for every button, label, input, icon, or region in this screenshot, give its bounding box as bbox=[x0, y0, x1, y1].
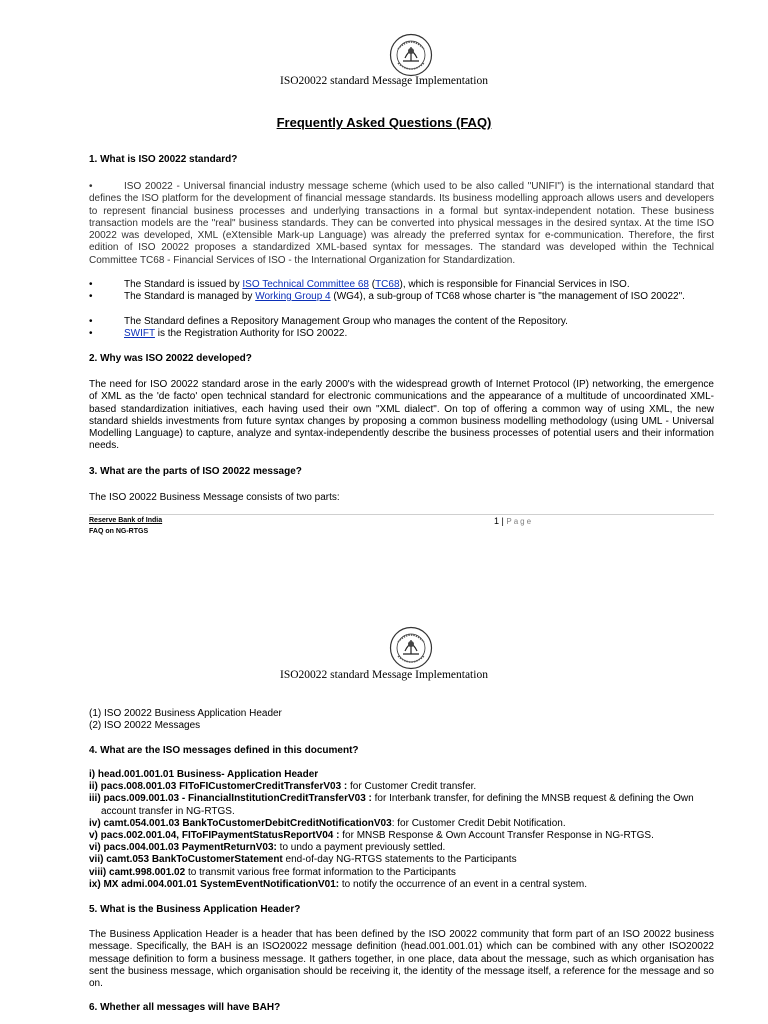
bullet-icon: • bbox=[89, 279, 93, 290]
bullet-icon: • bbox=[89, 181, 93, 192]
message-desc: for Customer Credit transfer. bbox=[347, 781, 477, 793]
message-item bbox=[89, 781, 714, 793]
message-id: i) head.001.001.01 Business- Application Header bbox=[89, 769, 319, 780]
message-item bbox=[89, 830, 714, 842]
footer-doc: FAQ on NG-RTGS bbox=[89, 528, 149, 535]
question-6: 6. Whether all messages will have BAH? bbox=[89, 1002, 281, 1013]
message-id: v) pacs.002.001.04, FIToFIPaymentStatusReportV04 : bbox=[89, 830, 340, 842]
footer-divider bbox=[89, 514, 714, 515]
message-parts-list bbox=[89, 708, 714, 733]
message-desc: for MNSB Response & Own Account Transfer Response in NG-RTGS. bbox=[339, 830, 654, 842]
message-item bbox=[89, 818, 714, 830]
bullet-icon: • bbox=[89, 328, 93, 339]
question-1: 1. What is ISO 20022 standard? bbox=[89, 154, 238, 165]
iso-tc68-link[interactable]: ISO Technical Committee 68 bbox=[242, 279, 369, 290]
q1-bullet-5 bbox=[89, 328, 714, 340]
message-item bbox=[89, 879, 714, 891]
message-item bbox=[89, 769, 714, 781]
q1-bullet-2-rest: ), which is responsible for Financial Services in ISO. bbox=[399, 279, 630, 290]
message-id: viii) camt.998.001.02 bbox=[89, 866, 186, 878]
q1-bullet-3 bbox=[89, 291, 714, 303]
q1-bullet-1 bbox=[89, 181, 714, 267]
q1-bullet-2 bbox=[89, 279, 714, 291]
working-group-4-link[interactable]: Working Group 4 bbox=[255, 291, 331, 302]
message-item bbox=[89, 854, 714, 866]
page-word: Page bbox=[506, 517, 534, 526]
message-id: iii) pacs.009.001.03 - FinancialInstitutionCreditTransferV03 : bbox=[89, 793, 372, 805]
message-desc: to undo a payment previously settled. bbox=[276, 842, 446, 854]
message-id: vii) camt.053 BankToCustomerStatement bbox=[89, 854, 283, 866]
page-header-title: ISO20022 standard Message Implementation bbox=[280, 75, 488, 87]
q1-bullet-2-sep: ( bbox=[368, 279, 376, 290]
q1-bullet-5-text: is the Registration Authority for ISO 20022. bbox=[154, 328, 348, 339]
q1-bullet-3-text: The Standard is managed by bbox=[124, 291, 256, 302]
message-item bbox=[89, 842, 714, 854]
question-3: 3. What are the parts of ISO 20022 message? bbox=[89, 466, 302, 477]
message-item bbox=[89, 867, 714, 879]
page-header-title-2: ISO20022 standard Message Implementation bbox=[280, 669, 488, 681]
rbi-seal-icon bbox=[389, 33, 433, 77]
message-list bbox=[89, 769, 714, 891]
q1-bullet-4 bbox=[89, 316, 714, 328]
page-number bbox=[494, 516, 533, 526]
message-desc: end-of-day NG-RTGS statements to the Participants bbox=[282, 854, 517, 866]
message-id: ii) pacs.008.001.03 FIToFICustomerCreditTransferV03 : bbox=[89, 781, 348, 793]
message-id: iv) camt.054.001.03 BankToCustomerDebitCreditNotificationV03 bbox=[89, 817, 392, 829]
faq-title: Frequently Asked Questions (FAQ) bbox=[276, 115, 492, 130]
page-number-value: 1 bbox=[494, 516, 500, 526]
message-desc: : for Customer Credit Debit Notification. bbox=[391, 817, 566, 829]
rbi-seal-icon bbox=[389, 626, 433, 670]
tc68-link[interactable]: TC68 bbox=[375, 279, 400, 290]
part-item: (1) ISO 20022 Business Application Header bbox=[89, 708, 282, 719]
q1-bullet-2-text: The Standard is issued by bbox=[124, 279, 243, 290]
swift-link[interactable]: SWIFT bbox=[124, 328, 155, 339]
q1-bullet-3-rest: (WG4), a sub-group of TC68 whose charter is "the management of ISO 20022". bbox=[330, 291, 685, 302]
message-desc: for Interbank transfer, for defining the MNSB request & defining the Own account transfer in NG-RTGS. bbox=[101, 793, 694, 817]
question-4: 4. What are the ISO messages defined in this document? bbox=[89, 745, 359, 756]
question-2: 2. Why was ISO 20022 developed? bbox=[89, 353, 252, 364]
q1-bullet-1-text: ISO 20022 - Universal financial industry message scheme (which used to be also called "UNIFI") is the international standard that defines the ISO platform for the development of financial message standards. Its business modelling approach allows users and developers to represent financial business processes and underlying transactions in a formal but syntax-independent notation. These business transaction models are the "real" business standards. They can be converted into physical messages in the desired syntax. At the time ISO 20022 was developed, XML (eXtensible Mark-up Language) was already the preferred syntax for e-communication. Therefore, the first edition of ISO 20022 proposes a standardized XML-based syntax for messages. The standard was developed within the Technical Committee TC68 - Financial Services of ISO - the International Organization for Standardization. bbox=[89, 181, 714, 266]
bullet-icon: • bbox=[89, 291, 93, 302]
part-item: (2) ISO 20022 Messages bbox=[89, 720, 201, 732]
q5-answer: The Business Application Header is a header that has been defined by the ISO 20022 community that form part of an ISO 20022 business message. Specifically, the BAH is an ISO20022 message definition (head.001.001.01) which can be combined with any other ISO20022 message definition to form a business message. It gathers together, in one place, data about the message, such as which organisation has sent the business message, which organisation should be receiving it, the identity of the message itself, a reference for the message and so on. bbox=[89, 929, 714, 990]
question-5: 5. What is the Business Application Header? bbox=[89, 904, 301, 915]
q2-answer: The need for ISO 20022 standard arose in the early 2000's with the widespread growth of Internet Protocol (IP) networking, the emergence of XML as the 'de facto' open technical standard for electronic communications and the appearance of a multitude of uncoordinated XML-based standardization initiatives, each having used their own "XML dialect". On top of offering a common way of using XML, the new standard shields investments from future syntax changes by proposing a common business modelling methodology (using UML - Universal Modelling Language) to capture, analyze and syntax-independently describe the business processes of potential users and their information needs. bbox=[89, 379, 714, 452]
message-desc: to notify the occurrence of an event in a central system. bbox=[339, 878, 588, 890]
message-id: vi) pacs.004.001.03 PaymentReturnV03: bbox=[89, 842, 277, 854]
bullet-icon: • bbox=[89, 316, 93, 327]
q1-bullet-4-text: The Standard defines a Repository Management Group who manages the content of the Repository. bbox=[124, 316, 568, 327]
message-desc: to transmit various free format information to the Participants bbox=[185, 866, 456, 878]
q3-answer: The ISO 20022 Business Message consists of two parts: bbox=[89, 492, 340, 503]
message-item bbox=[89, 793, 714, 817]
message-id: ix) MX admi.004.001.01 SystemEventNotificationV01: bbox=[89, 878, 340, 890]
page-number-sep: | bbox=[499, 516, 507, 526]
footer-org: Reserve Bank of India bbox=[89, 517, 163, 524]
